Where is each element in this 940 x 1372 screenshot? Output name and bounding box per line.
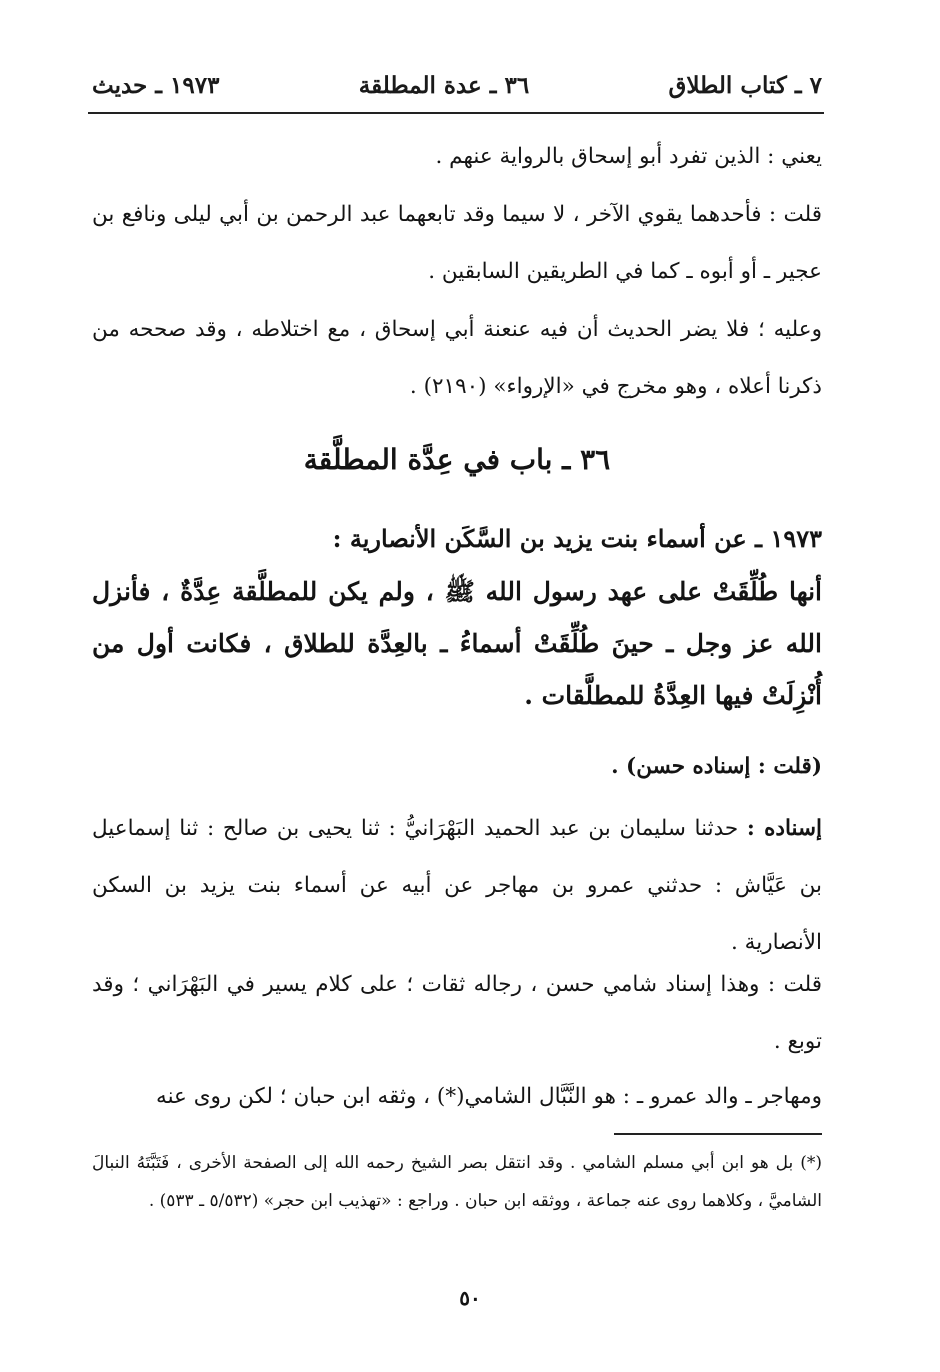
hadith-text: أنها طُلِّقَتْ على عهد رسول الله ﷺ ، ولم يكن للمطلَّقة عِدَّةٌ ، فأنزل الله عز وجل ـ حينَ طُلِّقَتْ أسماءُ ـ بالعِدَّة للطلاق ، فكانت أول من أُنْزِلَتْ فيها العِدَّةُ للمطلَّقات . [92, 577, 822, 710]
paragraph-intro: يعني : الذين تفرد أبو إسحاق بالرواية عنهم . [435, 144, 822, 169]
header-chapter-title: ٣٦ ـ عدة المطلقة [358, 71, 530, 99]
header-hadith-number: ١٩٧٣ ـ حديث [92, 71, 220, 99]
header-divider [88, 112, 824, 114]
section-title: ٣٦ ـ باب في عِدَّة المطلَّقة [303, 443, 611, 476]
last-line: ومهاجر ـ والد عمرو ـ : هو النَّبَّال الشامي(*) ، وثقه ابن حبان ؛ لكن روى عنه [156, 1084, 822, 1109]
paragraph-conclusion: وعليه ؛ فلا يضر الحديث أن فيه عنعنة أبي إسحاق ، مع اختلاطه ، وقد صححه من ذكرنا أعلاه ، وهو مخرج في «الإرواء» (٢١٩٠) . [92, 317, 822, 399]
isnad-label: إسناده : [746, 816, 822, 841]
grading-note: (قلت : إسناده حسن) . [611, 754, 822, 779]
footnote-divider [614, 1133, 822, 1135]
header-book-title: ٧ ـ كتاب الطلاق [668, 71, 822, 99]
paragraph-strengthening: قلت : فأحدهما يقوي الآخر ، لا سيما وقد تابعهما عبد الرحمن بن أبي ليلى ونافع بن عجير ـ أو أبوه ـ كما في الطريقين السابقين . [92, 202, 822, 284]
comment-paragraph: قلت : وهذا إسناد شامي حسن ، رجاله ثقات ؛ على كلام يسير في البَهْرَاني ؛ وقد توبع . [92, 972, 822, 1054]
running-header [92, 62, 822, 108]
isnad-text: حدثنا سليمان بن عبد الحميد البَهْرَانيُّ : ثنا يحيى بن صالح : ثنا إسماعيل بن عَيَّاش : حدثني عمرو بن مهاجر عن أبيه عن أسماء بنت يزيد بن السكن الأنصارية . [92, 816, 822, 955]
isnad-paragraph [92, 800, 822, 971]
page-number: ٥٠ [459, 1286, 481, 1310]
hadith-heading: ١٩٧٣ ـ عن أسماء بنت يزيد بن السَّكَن الأنصارية : [332, 524, 822, 553]
footnote: (*) بل هو ابن أبي مسلم الشامي . وقد انتقل بصر الشيخ رحمه الله إلى الصفحة الأخرى ، فَتَبَّتَهُ النبالَ الشاميَّ ، وكلاهما روى عنه جماعة ، ووثقه ابن حبان . وراجع : «تهذيب ابن حجر» (٥/٥٣٢ ـ ٥٣٣) . [92, 1153, 822, 1211]
